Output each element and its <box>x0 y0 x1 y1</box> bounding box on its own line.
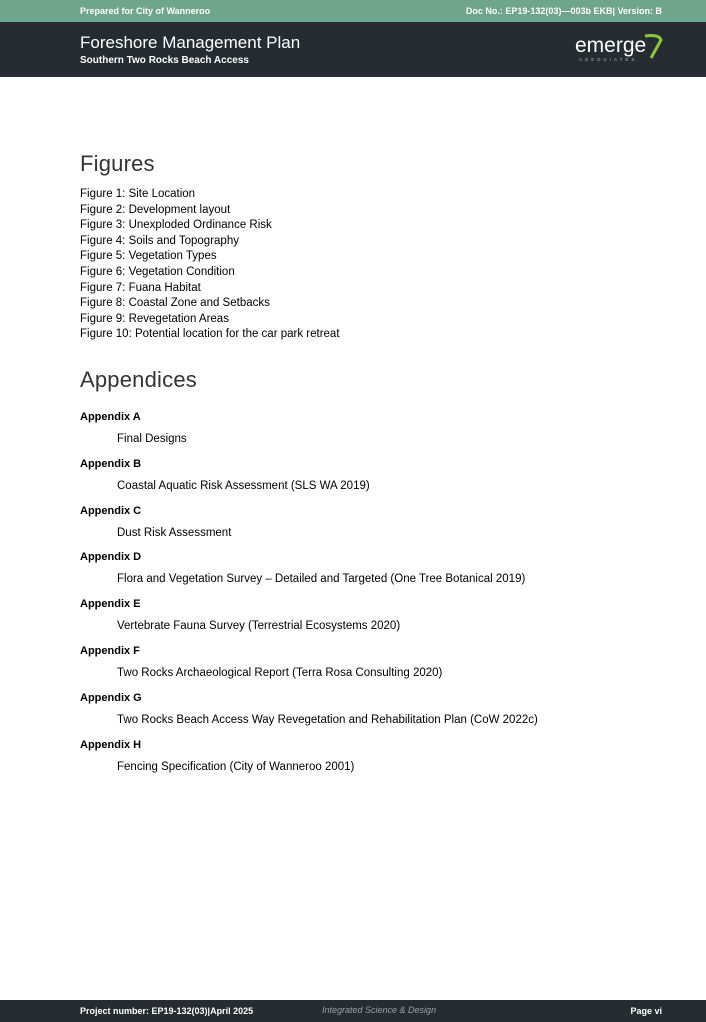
figure-item: Figure 4: Soils and Topography <box>80 234 239 247</box>
appendix-label: Appendix F <box>80 645 140 657</box>
appendix-label: Appendix H <box>80 738 142 751</box>
figure-item: Figure 3: Unexploded Ordinance Risk <box>80 219 272 232</box>
appendix-entry <box>80 505 640 539</box>
appendix-description: Flora and Vegetation Survey – Detailed and Targeted (One Tree Botanical 2019) <box>117 573 526 586</box>
logo-sub-text: ASSOCIATES <box>579 57 638 62</box>
appendix-entry <box>80 551 640 585</box>
document-title: Foreshore Management Plan <box>80 33 301 52</box>
emerge-logo <box>573 30 665 66</box>
figure-item: Figure 6: Vegetation Condition <box>80 265 235 278</box>
document-header <box>0 22 706 77</box>
appendix-entry <box>80 739 640 773</box>
appendix-description: Dust Risk Assessment <box>117 526 232 539</box>
figures-heading: Figures <box>80 151 155 176</box>
figure-item: Figure 1: Site Location <box>80 188 196 200</box>
appendix-label: Appendix C <box>80 504 142 517</box>
appendix-label: Appendix G <box>80 691 142 704</box>
figures-list <box>80 187 340 343</box>
appendix-entry <box>80 411 640 445</box>
appendix-description: Two Rocks Archaeological Report (Terra Rosa Consulting 2020) <box>117 667 443 679</box>
appendix-description: Fencing Specification (City of Wanneroo 2001) <box>117 760 355 773</box>
doc-number: Doc No.: EP19-132(03)—003b EKB| Version: B <box>465 6 662 16</box>
figure-item: Figure 8: Coastal Zone and Setbacks <box>80 297 270 310</box>
appendix-entry <box>80 458 640 492</box>
appendix-description: Coastal Aquatic Risk Assessment (SLS WA 2019) <box>117 479 370 492</box>
figure-item: Figure 7: Fuana Habitat <box>80 281 201 294</box>
appendix-label: Appendix A <box>80 411 141 423</box>
document-subtitle: Southern Two Rocks Beach Access <box>80 55 249 66</box>
prepared-for: Prepared for City of Wanneroo <box>80 6 211 16</box>
figure-item: Figure 2: Development layout <box>80 203 231 216</box>
appendix-label: Appendix B <box>80 457 142 470</box>
page-footer <box>0 1000 706 1022</box>
figure-item: Figure 10: Potential location for the car park retreat <box>80 328 340 341</box>
appendix-description: Two Rocks Beach Access Way Revegetation and Rehabilitation Plan (CoW 2022c) <box>117 713 538 726</box>
appendix-description: Vertebrate Fauna Survey (Terrestrial Ecosystems 2020) <box>117 620 401 633</box>
appendix-label: Appendix D <box>80 551 142 564</box>
figure-item: Figure 9: Revegetation Areas <box>80 312 229 325</box>
figure-item: Figure 5: Vegetation Types <box>80 250 217 263</box>
project-number: Project number: EP19-132(03)|April 2025 <box>80 1006 254 1016</box>
appendix-description: Final Designs <box>117 433 187 445</box>
page-number: Page vi <box>630 1006 662 1016</box>
appendix-entry <box>80 598 640 632</box>
footer-tagline: Integrated Science & Design <box>322 1005 437 1015</box>
appendix-entry <box>80 692 640 726</box>
appendices-heading: Appendices <box>80 367 197 392</box>
appendix-entry <box>80 645 640 679</box>
logo-text: emerge <box>575 34 647 57</box>
appendix-label: Appendix E <box>80 598 141 611</box>
top-bar <box>0 0 706 22</box>
logo-swoosh-icon <box>645 36 661 59</box>
